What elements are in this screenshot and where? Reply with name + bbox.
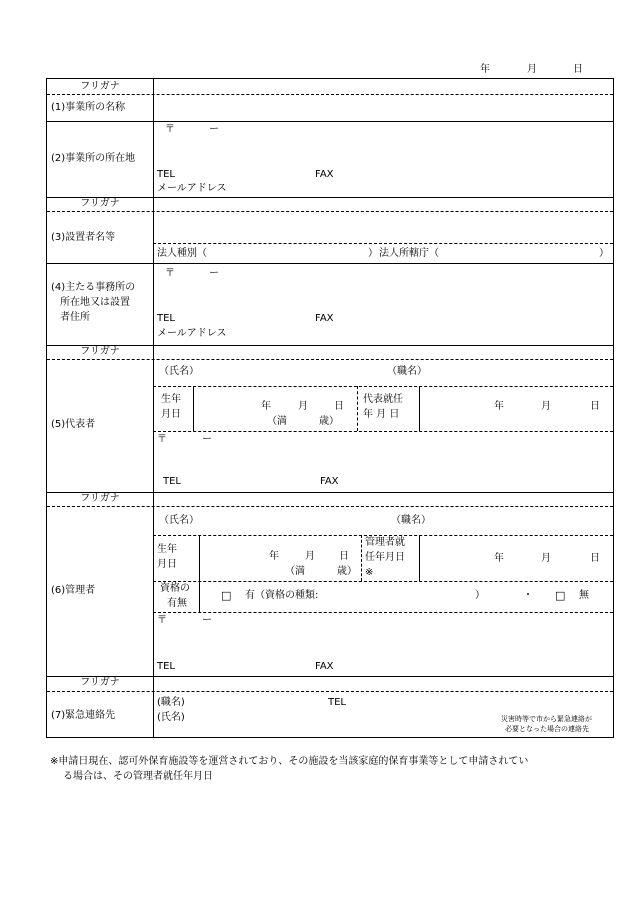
tenure-day: 日 [590, 401, 600, 412]
tenure-label-2: 年 月 日 [363, 409, 400, 420]
furigana-label: フリガナ [80, 493, 120, 504]
postal-dash: ー [202, 434, 212, 445]
business-name-label: (1)事業所の名称 [51, 102, 126, 113]
row-divider [47, 263, 613, 264]
row-divider [153, 612, 613, 613]
tenure-label-2: 任年月日 [365, 552, 405, 563]
emergency-tel-label: TEL [328, 697, 346, 708]
date-year-label: 年 [480, 64, 490, 75]
name-label: （氏名） [159, 366, 199, 377]
email-label: メールアドレス [157, 183, 227, 194]
tenure-note-mark: ※ [365, 567, 374, 578]
label-column-divider [153, 79, 154, 737]
row-divider [153, 431, 613, 432]
birth-month: 月 [305, 551, 315, 562]
tenure-month: 月 [541, 553, 551, 564]
tel-label: TEL [163, 476, 181, 487]
separator-dot: ・ [523, 590, 533, 601]
corp-type-close: ） [368, 248, 378, 259]
age-close: 歳） [319, 416, 339, 427]
row-divider [47, 676, 613, 677]
title-label: （職名） [387, 366, 427, 377]
title-label: （職名） [391, 515, 431, 526]
corp-office-close: ） [599, 248, 609, 259]
emergency-name-label: (氏名) [157, 712, 185, 723]
qualification-no-label: 無 [579, 590, 589, 601]
row-divider [47, 94, 613, 95]
fax-label: FAX [315, 169, 334, 180]
furigana-label: フリガナ [80, 81, 120, 92]
postal-dash: ー [202, 615, 212, 626]
postal-dash: ー [209, 124, 219, 135]
age-open: （満 [285, 566, 305, 577]
qualification-yes-label: 有（資格の種類: [245, 590, 319, 601]
tel-label: TEL [157, 313, 175, 324]
row-divider [47, 197, 613, 198]
birth-label-2: 月日 [157, 559, 177, 570]
birth-day: 日 [339, 551, 349, 562]
qualification-label-1: 資格の [160, 583, 190, 594]
emergency-note-2: 必要となった場合の連絡先 [505, 725, 589, 733]
birth-year: 年 [269, 551, 279, 562]
furigana-label: フリガナ [80, 346, 120, 357]
cell-divider [193, 386, 194, 431]
age-open: （満 [267, 416, 287, 427]
cell-divider [419, 386, 420, 431]
main-office-label-3: 者住所 [60, 312, 90, 323]
fax-label: FAX [315, 661, 334, 672]
corp-type-label: 法人種別（ [157, 248, 207, 259]
representative-label: (5)代表者 [51, 419, 96, 430]
birth-month: 月 [298, 401, 308, 412]
row-divider [47, 492, 613, 493]
row-divider [47, 691, 613, 692]
postal-mark: 〒 [165, 124, 175, 135]
row-divider [153, 243, 613, 244]
postal-mark: 〒 [157, 615, 167, 626]
postal-mark: 〒 [157, 434, 167, 445]
row-divider [153, 535, 613, 536]
furigana-label: フリガナ [80, 677, 120, 688]
tel-label: TEL [157, 661, 175, 672]
fax-label: FAX [320, 476, 339, 487]
tenure-year: 年 [494, 401, 504, 412]
establisher-label: (3)設置者名等 [51, 232, 116, 243]
tenure-month: 月 [541, 401, 551, 412]
application-form [46, 78, 614, 738]
manager-label: (6)管理者 [51, 585, 96, 596]
row-divider [47, 211, 613, 212]
qualification-no-checkbox[interactable]: □ [555, 589, 566, 602]
tenure-label-1: 代表就任 [363, 394, 403, 405]
row-divider [153, 386, 613, 387]
cell-divider [361, 535, 362, 581]
business-address-label: (2)事業所の所在地 [51, 153, 136, 164]
birth-day: 日 [334, 401, 344, 412]
emergency-title-label: (職名) [157, 697, 185, 708]
birth-label-1: 生年 [157, 544, 177, 555]
postal-mark: 〒 [165, 268, 175, 279]
cell-divider [419, 535, 420, 581]
tel-label: TEL [157, 169, 175, 180]
main-office-label-2: 所在地又は設置 [60, 297, 130, 308]
tenure-day: 日 [590, 553, 600, 564]
row-divider [47, 121, 613, 122]
footnote-line-1: ※申請日現在、認可外保育施設等を運営されており、その施設を当該家庭的保育事業等として申請されてい [50, 756, 529, 767]
date-month-label: 月 [527, 64, 537, 75]
birth-label-2: 月日 [161, 409, 181, 420]
postal-dash: ー [209, 268, 219, 279]
birth-label-1: 生年 [161, 394, 181, 405]
qualification-close: ） [475, 590, 485, 601]
row-divider [153, 581, 613, 582]
name-label: （氏名） [159, 515, 199, 526]
tenure-year: 年 [494, 553, 504, 564]
emergency-contact-label: (7)緊急連絡先 [51, 710, 116, 721]
birth-year: 年 [261, 401, 271, 412]
corp-office-label: 法人所轄庁（ [379, 248, 439, 259]
date-day-label: 日 [573, 64, 583, 75]
qualification-yes-checkbox[interactable]: □ [221, 589, 232, 602]
cell-divider [199, 535, 200, 612]
main-office-label-1: (4)主たる事務所の [51, 282, 136, 293]
cell-divider [357, 386, 358, 431]
tenure-label-1: 管理者就 [365, 537, 405, 548]
row-divider [47, 345, 613, 346]
fax-label: FAX [315, 313, 334, 324]
footnote-line-2: る場合は、その管理者就任年月日 [63, 771, 213, 782]
age-close: 歳） [337, 566, 357, 577]
row-divider [47, 359, 613, 360]
emergency-note-1: 災害時等で市から緊急連絡が [501, 715, 592, 723]
email-label: メールアドレス [157, 328, 227, 339]
furigana-label: フリガナ [80, 198, 120, 209]
row-divider [47, 506, 613, 507]
qualification-label-2: 有無 [167, 598, 187, 609]
